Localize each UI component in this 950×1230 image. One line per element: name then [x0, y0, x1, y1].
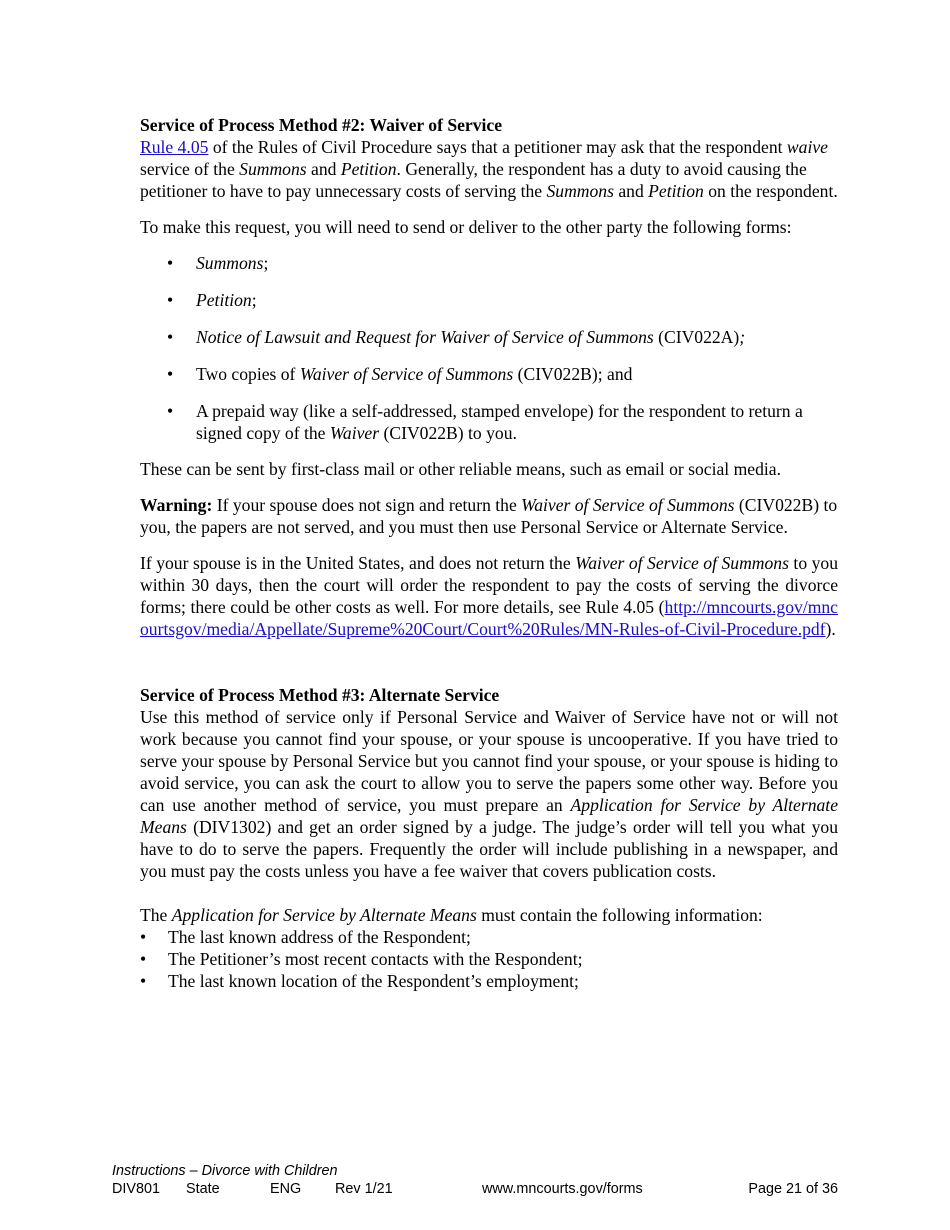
- text: ;: [263, 253, 269, 273]
- bullet-icon: •: [167, 290, 174, 310]
- section-2-heading: Service of Process Method #2: Waiver of Service: [140, 115, 503, 135]
- text: Application for Service by Alternate Means: [140, 795, 839, 837]
- list-item: [140, 326, 838, 348]
- bullet-icon: •: [140, 949, 147, 969]
- bullet-icon: •: [140, 971, 147, 991]
- bullet-icon: •: [167, 253, 174, 273]
- delivery-note: These can be sent by first-class mail or other reliable means, such as email or social media.: [140, 459, 781, 479]
- text: If your spouse is in the United States, and does not return the: [140, 553, 576, 573]
- bullet-icon: •: [167, 364, 174, 384]
- text: Petition: [340, 159, 397, 179]
- text: service of the: [140, 159, 240, 179]
- text: Petition: [196, 290, 252, 310]
- text: The last known location of the Respondent’s employment;: [168, 971, 579, 991]
- section-3-intro: [140, 706, 838, 882]
- footer-jurisdiction: State: [186, 1181, 220, 1197]
- text: Summons: [196, 253, 264, 273]
- text: (CIV022B) to you.: [379, 423, 517, 443]
- footer-revision: Rev 1/21: [335, 1181, 393, 1197]
- footer-language: ENG: [270, 1181, 302, 1197]
- footer-form-id: DIV801: [112, 1181, 160, 1197]
- text: on the respondent.: [703, 181, 838, 201]
- page-content: [140, 114, 838, 992]
- text: (DIV1302) and get an order signed by a judge. The judge’s order will tell you what you have to do to serve the papers. Frequently the order will include publishing in a newspaper, and you must pay the costs unless you have a fee waiver that covers publication costs.: [140, 817, 838, 881]
- text: Summons: [546, 181, 614, 201]
- text: The last known address of the Respondent;: [168, 927, 471, 947]
- list-item: [140, 400, 838, 444]
- text: ;: [739, 327, 746, 347]
- footer-title: Instructions – Divorce with Children: [112, 1163, 338, 1179]
- page-footer: [112, 1162, 838, 1198]
- footer-meta: [112, 1180, 838, 1198]
- text: ).: [825, 619, 836, 639]
- list-item: [140, 363, 838, 385]
- text: ;: [251, 290, 257, 310]
- application-intro: [140, 904, 838, 926]
- waiver-costs-paragraph: [140, 552, 838, 640]
- list-item: [140, 289, 838, 311]
- text: Summons: [239, 159, 307, 179]
- rule-4-05-link[interactable]: Rule 4.05: [140, 137, 209, 157]
- text: and: [613, 181, 649, 201]
- section-2-intro: [140, 136, 838, 202]
- text: The Petitioner’s most recent contacts with the Respondent;: [168, 949, 583, 969]
- warning-label: Warning:: [140, 495, 213, 515]
- list-item: [140, 970, 838, 992]
- text: Petition: [648, 181, 704, 201]
- bullet-icon: •: [140, 927, 147, 947]
- text: Two copies of: [196, 364, 300, 384]
- text: Application for Service by Alternate Means: [171, 905, 477, 925]
- list-item: [140, 926, 838, 948]
- text: (CIV022B) to you, the papers are not served, and you must then use Personal Service or Alternate Service.: [140, 495, 838, 537]
- text: If your spouse does not sign and return the: [212, 495, 522, 515]
- forms-intro: To make this request, you will need to send or deliver to the other party the following forms:: [140, 217, 792, 237]
- list-item: [140, 948, 838, 970]
- text: Waiver of Service of Summons: [299, 364, 514, 384]
- text: The: [140, 905, 172, 925]
- text: to you within 30 days, then the court will order the respondent to pay the costs of serving the divorce forms; there could be other costs as well. For more details, see Rule 4.05 (: [140, 553, 839, 617]
- text: (CIV022A): [653, 327, 740, 347]
- text: Waiver of Service of Summons: [575, 553, 789, 573]
- application-info-list: [140, 926, 838, 992]
- text: A prepaid way (like a self-addressed, stamped envelope) for the respondent to return a signed copy of the: [196, 401, 803, 443]
- text: waive: [786, 137, 828, 157]
- footer-website: www.mncourts.gov/forms: [482, 1181, 643, 1197]
- text: Waiver: [329, 423, 380, 443]
- forms-list: [140, 252, 838, 444]
- text: Notice of Lawsuit and Request for Waiver of Service of Summons: [196, 327, 654, 347]
- text: Use this method of service only if Personal Service and Waiver of Service have not or will not work because you cannot find your spouse, or your spouse is uncooperative. If you have tried to serve your spouse by Personal Service but you cannot find your spouse, or your spouse is hiding to avoid service, you can ask the court to allow you to serve the papers some other way. Before you can use another method of service, you must prepare an: [140, 707, 838, 815]
- text: (CIV022B); and: [513, 364, 633, 384]
- warning-paragraph: [140, 494, 838, 538]
- text: must contain the following information:: [476, 905, 763, 925]
- rules-pdf-link[interactable]: http://mncourts.gov/mncourtsgov/media/Appellate/Supreme%20Court/Court%20Rules/MN-Rules-of-Civil-Procedure.pdf: [140, 597, 838, 639]
- text: of the Rules of Civil Procedure says that a petitioner may ask that the respondent: [208, 137, 787, 157]
- footer-page-number: Page 21 of 36: [748, 1181, 838, 1197]
- text: Waiver of Service of Summons: [521, 495, 735, 515]
- bullet-icon: •: [167, 327, 174, 347]
- list-item: [140, 252, 838, 274]
- text: . Generally, the respondent has a duty to avoid causing the petitioner to have to pay unnecessary costs of serving the: [140, 159, 807, 201]
- section-3-heading: Service of Process Method #3: Alternate Service: [140, 685, 500, 705]
- bullet-icon: •: [167, 401, 174, 421]
- text: and: [306, 159, 341, 179]
